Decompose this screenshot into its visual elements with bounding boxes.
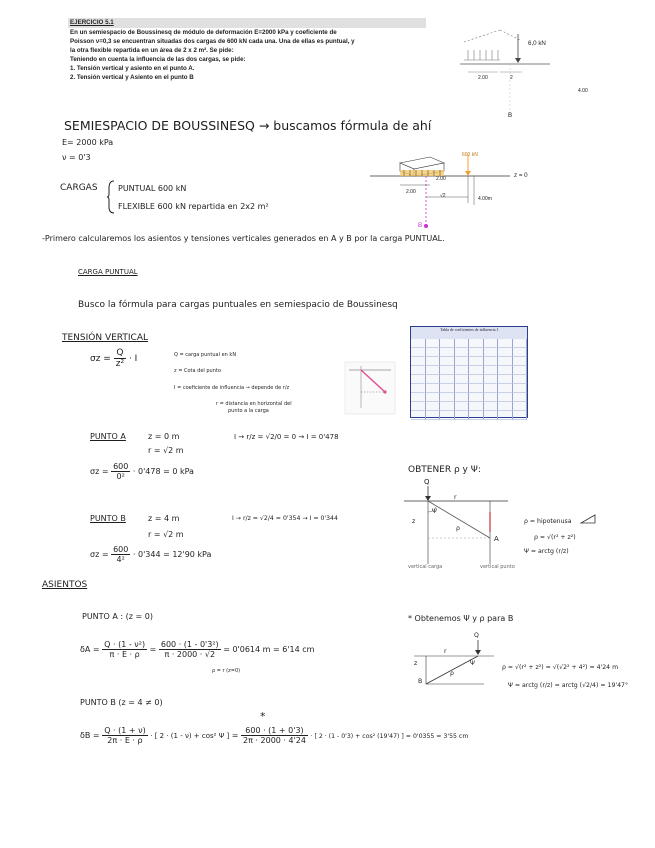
punto-b-r: r = √2 m	[148, 530, 184, 539]
table-cell	[513, 348, 528, 357]
obtener-rho: ρ	[456, 525, 460, 532]
table-cell	[513, 357, 528, 366]
table-cell	[469, 411, 484, 420]
obtenemos-b: * Obtenemos Ψ y ρ para B	[408, 614, 514, 623]
mid-fig-sep: 2.00	[436, 176, 446, 182]
table-cell	[469, 384, 484, 393]
punto-b-i: I → r/z = √2/4 = 0'354 → I = 0'344	[232, 515, 338, 522]
b-diagram-r: r	[444, 648, 447, 655]
obtener-r: r	[454, 494, 457, 501]
statement-line-2: Poisson ν=0,3 se encuentran situadas dos cargas de 600 kN cada una. Una de ellas es puntual, y	[70, 38, 355, 45]
influence-table-caption: Tabla de coeficientes de influencia I	[411, 327, 527, 339]
title-highlight	[68, 18, 426, 28]
table-cell	[484, 384, 499, 393]
obtener-def-3: Ψ = arctg (r/z)	[524, 548, 569, 555]
statement-line-1: En un semiespacio de Boussinesq de módulo de deformación E=2000 kPa y coeficiente de	[70, 29, 337, 36]
legend-i: I = coeficiente de influencia → depende de r/z	[174, 385, 290, 391]
table-cell	[426, 411, 441, 420]
table-cell	[455, 393, 470, 402]
b-diagram-point: B	[418, 678, 423, 685]
legend-z: z = Cota del punto	[174, 368, 221, 374]
punto-a-i: I → r/z = √2/0 = 0 → I = 0'478	[234, 433, 339, 441]
table-cell	[498, 375, 513, 384]
table-cell	[426, 357, 441, 366]
obtener-point-a: A	[494, 535, 499, 543]
table-cell	[411, 339, 426, 348]
table-cell	[455, 375, 470, 384]
asiento-punto-b-label: PUNTO B (z = 4 ≠ 0)	[80, 698, 163, 707]
table-cell	[484, 339, 499, 348]
table-cell	[455, 384, 470, 393]
statement-line-5: 1. Tensión vertical y asiento en el punto A.	[70, 65, 195, 72]
asiento-b-formula: δB = $\frac{Q \cdot (1 + \nu)}{2\pi \cdot E \cdot \rho}$ · [ 2 · (1 - ν) + cos² Ψ ] = $\frac{600 \cdot (1 + 0'3)}{2\pi \cdot 2000 \cdot 4'24}$ · [ 2 · (1 - 0'3) + cos² (19'47) ] = 0'0355 = 3'55 cm	[80, 726, 469, 745]
table-cell	[426, 348, 441, 357]
b-diagram-rho: ρ	[450, 670, 454, 677]
table-cell	[455, 366, 470, 375]
table-cell	[426, 393, 441, 402]
vertical-carga-label: vertical carga	[408, 564, 443, 570]
table-cell	[426, 375, 441, 384]
tension-formula: σz = $\frac{Q}{\text{z²}}$ · I	[90, 348, 138, 369]
table-cell	[440, 402, 455, 411]
mid-fig-point-b: B	[418, 222, 423, 229]
top-fig-load: 6,0 kN	[528, 40, 546, 47]
punto-a-label: PUNTO A	[90, 432, 126, 441]
table-cell	[411, 348, 426, 357]
loads-brace	[107, 180, 115, 214]
hypotenuse-triangle-icon	[580, 514, 596, 524]
table-cell	[484, 357, 499, 366]
obtener-psi: Ψ	[432, 508, 437, 515]
punto-b-label: PUNTO B	[90, 514, 126, 523]
table-cell	[469, 375, 484, 384]
table-cell	[484, 402, 499, 411]
influence-table	[410, 326, 528, 418]
table-cell	[455, 402, 470, 411]
exercise-title: EJERCICIO 5.1	[70, 19, 114, 26]
table-cell	[455, 348, 470, 357]
obtener-z: z	[412, 518, 416, 525]
table-cell	[426, 402, 441, 411]
mid-fig-z0: z = 0	[514, 172, 528, 179]
table-cell	[513, 366, 528, 375]
punto-a-sigma: σz = $\frac{600}{\text{0²}}$ · 0'478 = 0 kPa	[90, 462, 194, 481]
vertical-punto-label: vertical punto	[480, 564, 515, 570]
table-cell	[440, 348, 455, 357]
table-cell	[513, 411, 528, 420]
asiento-a-formula: δA = $\frac{\text{Q · (1 - ν²)}}{\pi \cdot E \cdot \rho}$ = $\frac{\text{600 · (1 - 0'3²)}}{\pi \cdot 2000 \cdot √2}$ = 0'0614 m = 6'14 cm	[80, 640, 315, 659]
table-cell	[411, 393, 426, 402]
table-cell	[426, 339, 441, 348]
obtener-def-2: ρ = √(r² + z²)	[534, 534, 576, 541]
table-cell	[498, 393, 513, 402]
top-figure	[440, 20, 640, 130]
punto-a-r: r = √2 m	[148, 446, 184, 455]
table-cell	[498, 402, 513, 411]
table-cell	[484, 375, 499, 384]
obtener-q: Q	[424, 478, 430, 486]
table-cell	[455, 357, 470, 366]
table-cell	[513, 375, 528, 384]
loads-figure	[370, 145, 530, 235]
table-cell	[469, 393, 484, 402]
table-cell	[498, 411, 513, 420]
asientos-heading: ASIENTOS	[42, 580, 88, 590]
b-diagram-psi: Ψ	[470, 660, 475, 667]
top-fig-point-b: B	[508, 112, 513, 119]
table-cell	[469, 402, 484, 411]
asiento-a-note: ρ = r (z=0)	[212, 668, 241, 674]
table-cell	[455, 339, 470, 348]
table-cell	[469, 339, 484, 348]
tension-heading: TENSIÓN VERTICAL	[62, 333, 149, 343]
punto-b-z: z = 4 m	[148, 514, 180, 523]
top-fig-dim1: 2.00	[478, 75, 488, 81]
table-cell	[411, 402, 426, 411]
section-heading: SEMIESPACIO DE BOUSSINESQ → buscamos fórmula de ahí	[64, 118, 432, 133]
busco-text: Busco la fórmula para cargas puntuales en semiespacio de Boussinesq	[78, 300, 398, 310]
table-cell	[411, 357, 426, 366]
table-cell	[484, 411, 499, 420]
obtener-def-1: ρ = hipotenusa	[524, 518, 572, 525]
table-cell	[498, 384, 513, 393]
table-cell	[498, 339, 513, 348]
asiento-punto-a-label: PUNTO A : (z = 0)	[82, 612, 153, 621]
table-cell	[440, 366, 455, 375]
load-puntual: PUNTUAL 600 kN	[118, 184, 187, 193]
table-cell	[440, 375, 455, 384]
influence-mini-diagram	[345, 362, 395, 414]
table-cell	[411, 384, 426, 393]
table-cell	[411, 366, 426, 375]
table-cell	[440, 411, 455, 420]
legend-r-1: r = distancia en horizontal del	[216, 401, 292, 407]
table-cell	[484, 348, 499, 357]
mid-fig-r: √2	[440, 193, 446, 199]
punto-a-z: z = 0 m	[148, 432, 180, 441]
table-cell	[440, 393, 455, 402]
table-cell	[426, 366, 441, 375]
top-fig-dim2: 2	[510, 75, 513, 81]
table-cell	[411, 375, 426, 384]
table-cell	[513, 339, 528, 348]
mid-fig-depth: 4.00m	[478, 196, 492, 202]
table-cell	[513, 384, 528, 393]
mid-fig-load: 600 kN	[462, 152, 478, 158]
table-cell	[426, 384, 441, 393]
table-cell	[498, 366, 513, 375]
table-cell	[484, 393, 499, 402]
intro-text: -Primero calcularemos los asientos y tensiones verticales generados en A y B por la carga PUNTUAL.	[42, 234, 445, 243]
table-cell	[469, 366, 484, 375]
influence-table-grid	[411, 339, 527, 420]
statement-line-4: Teniendo en cuenta la influencia de las dos cargas, se pide:	[70, 56, 246, 63]
table-cell	[440, 339, 455, 348]
table-cell	[498, 348, 513, 357]
loads-label: CARGAS	[60, 183, 98, 193]
psi-b-calc: Ψ = arctg (r/z) = arctg (√2/4) = 19'47°	[508, 682, 629, 689]
b-diagram	[414, 632, 504, 694]
table-cell	[498, 357, 513, 366]
obtener-title: OBTENER ρ y Ψ:	[408, 465, 481, 475]
poisson-nu: ν = 0'3	[62, 153, 91, 162]
statement-line-6: 2. Tensión vertical y Asiento en el punto B	[70, 74, 194, 81]
table-cell	[513, 393, 528, 402]
legend-q: Q = carga puntual en kN	[174, 352, 237, 358]
carga-puntual-heading: CARGA PUNTUAL	[78, 268, 138, 276]
table-cell	[484, 366, 499, 375]
table-cell	[455, 411, 470, 420]
b-diagram-q: Q	[474, 632, 479, 639]
table-cell	[411, 411, 426, 420]
legend-r-2: punto a la carga	[228, 408, 269, 414]
asterisk-mark: *	[260, 710, 266, 723]
table-cell	[440, 357, 455, 366]
mid-fig-width: 2.00	[406, 189, 416, 195]
table-cell	[513, 402, 528, 411]
rho-b-calc: ρ = √(r² + z²) = √(√2² + 4²) = 4'24 m	[502, 664, 619, 671]
table-cell	[469, 357, 484, 366]
table-cell	[469, 348, 484, 357]
b-diagram-z: z	[414, 660, 418, 667]
modulus-e: E= 2000 kPa	[62, 138, 114, 147]
table-cell	[440, 384, 455, 393]
punto-b-sigma: σz = $\frac{600}{\text{4²}}$ · 0'344 = 12'90 kPa	[90, 545, 212, 564]
top-fig-depth: 4.00	[578, 88, 588, 94]
statement-line-3: la otra flexible repartida en un área de 2 x 2 m². Se pide:	[70, 47, 234, 54]
load-flexible: FLEXIBLE 600 kN repartida en 2x2 m²	[118, 202, 269, 211]
